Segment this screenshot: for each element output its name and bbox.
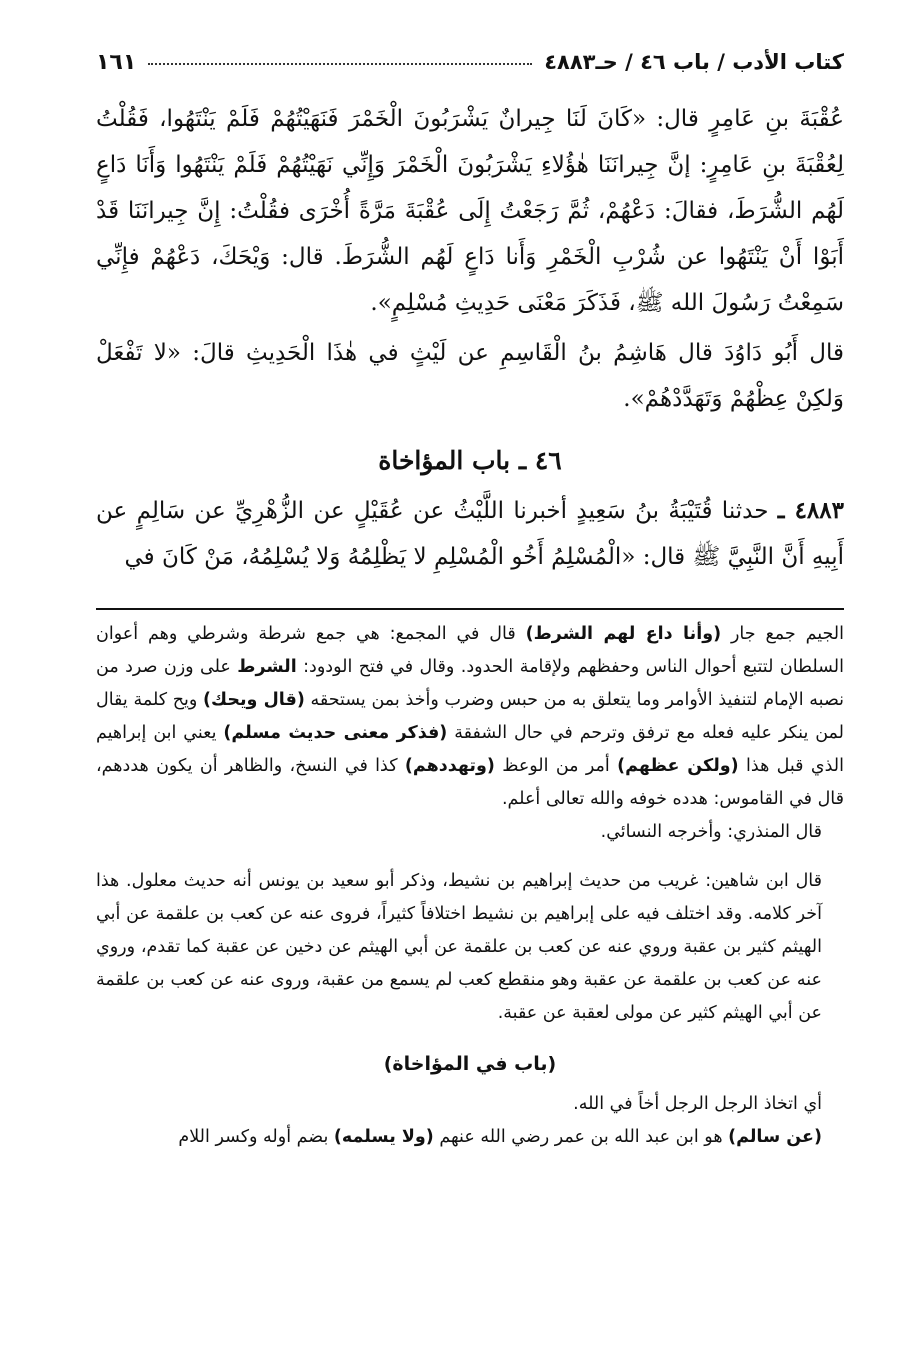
page-number: ١٦١ <box>96 49 137 75</box>
note-text: الجيم جمع جار <box>721 624 844 644</box>
footnote-divider <box>96 608 844 610</box>
note-text: أمر من الوعظ <box>494 756 618 776</box>
note-text: كذا في النسخ، والظاهر أن يكون هددهم، قال في القاموس: هدده خوفه والله تعالى أعلم. <box>96 756 844 809</box>
note-lemma: (فذكر معنى حديث مسلم) <box>223 723 448 743</box>
note-salim <box>96 1121 844 1154</box>
header-dotted-leader <box>148 59 532 65</box>
hadith-number: ٤٨٨٣ ـ <box>777 497 844 524</box>
commentary-notes <box>96 618 844 1154</box>
note-lemma: الشرط <box>237 657 297 677</box>
running-header <box>96 42 844 82</box>
note-text: بضم أوله وكسر اللام <box>178 1127 334 1147</box>
note-lemma: (قال ويحك) <box>203 690 305 710</box>
note-lemma: (وأنا داع لهم الشرط) <box>525 624 722 644</box>
hadith-text: حدثنا قُتَيْبَةُ بنُ سَعِيدٍ أخبرنا اللَّيْثُ عن عُقَيْلٍ عن الزُّهْرِيِّ عن سَالِمٍ عن أَبِيهِ أَنَّ النَّبِيَّ ﷺ قال: «الْمُسْلِمُ أَخُو الْمُسْلِمِ لا يَظْلِمُهُ وَلا يُسْلِمُهُ، مَنْ كَانَ في <box>96 498 844 570</box>
abu-dawud-comment-paragraph: قال أَبُو دَاوُدَ قال هَاشِمُ بنُ الْقَاسِمِ عن لَيْثٍ في هٰذَا الْحَدِيثِ قالَ: «لا تَفْعَلْ وَلكِنْ عِظْهُمْ وَتَهَدَّدْهُمْ». <box>96 340 844 412</box>
note-lemma: (ولكن عظهم) <box>617 756 739 776</box>
note-lemma: (وتهددهم) <box>404 756 495 776</box>
main-text <box>96 96 844 580</box>
note-text: ويح كلمة يقال لمن ينكر عليه فعله مع ترفق وترحم في حال الشفقة <box>96 690 845 743</box>
note-text: يعني ابن إبراهيم الذي قبل هذا <box>96 723 844 776</box>
note-lemma: (عن سالم) <box>728 1127 822 1147</box>
hadith-paragraph <box>96 488 844 580</box>
section-heading: ٤٦ ـ باب المؤاخاة <box>378 446 562 475</box>
header-title: كتاب الأدب / باب ٤٦ / حـ٤٨٨٣ <box>544 50 844 74</box>
note-lemma: (ولا يسلمه) <box>333 1127 434 1147</box>
note-shurat <box>96 618 844 816</box>
note-text: على وزن صرد من نصبه الإمام لتنفيذ الأوامر وما يتعلق به من حبس وضرب وأخذ بمن يستحقه <box>96 657 844 710</box>
note-text: قال في المجمع: هي جمع شرطة وشرطي وهم أعوان السلطان لتتبع أحوال الناس وحفظهم ولإقامة الحدود. وقال في فتح الودود: <box>96 624 844 677</box>
note-ibn-shahin: قال ابن شاهين: غريب من حديث إبراهيم بن نشيط، وذكر أبو سعيد بن يونس أنه حديث معلول. هذا آخر كلامه. وقد اختلف فيه على إبراهيم بن نشيط اختلافاً كثيراً، فروى عنه عن كعب بن علقمة عن أبي الهيثم كثير بن عقبة وروي عنه عن كعب بن علقمة عن أبي الهيثم عن دخين عن عقبة كما تقدم، وروي عنه عن كعب بن علقمة عن عقبة وهو منقطع كعب لم يسمع من عقبة، وروى عنه عن كعب بن علقمة عن أبي الهيثم كثير عن مولى لعقبة عن عقبة. <box>96 871 822 1023</box>
commentary-section-heading: (باب في المؤاخاة) <box>383 1053 557 1075</box>
note-text: هو ابن عبد الله بن عمر رضي الله عنهم <box>433 1127 729 1147</box>
note-mundhiri: قال المنذري: وأخرجه النسائي. <box>600 822 822 842</box>
note-definition: أي اتخاذ الرجل الرجل أخاً في الله. <box>573 1094 822 1114</box>
hadith-continuation-paragraph: عُقْبَةَ بنِ عَامِرٍ قال: «كَانَ لَنَا جِيرانٌ يَشْرَبُونَ الْخَمْرَ فَنَهَيْتُهُمْ فَلَمْ يَنْتَهُوا، فَقُلْتُ لِعُقْبَةَ بنِ عَامِرٍ: إنَّ جِيرانَنَا هٰؤُلاءِ يَشْرَبُونَ الْخَمْرَ وَإِنِّي نَهَيْتُهُمْ فَلَمْ يَنْتَهُوا وَأَنَا دَاعٍ لَهُم الشُّرَطَ، فقالَ: دَعْهُمْ، ثُمَّ رَجَعْتُ إِلَى عُقْبَةَ مَرَّةً أُخْرَى فقُلْتُ: إِنَّ جِيرانَنَا قَدْ أَبَوْا أَنْ يَنْتَهُوا عن شُرْبِ الْخَمْرِ وَأَنا دَاعٍ لَهُم الشُّرَطَ. قال: وَيْحَكَ، دَعْهُمْ فإِنِّي سَمِعْتُ رَسُولَ الله ﷺ، فَذَكَرَ مَعْنَى حَدِيثِ مُسْلِمٍ». <box>96 106 844 316</box>
